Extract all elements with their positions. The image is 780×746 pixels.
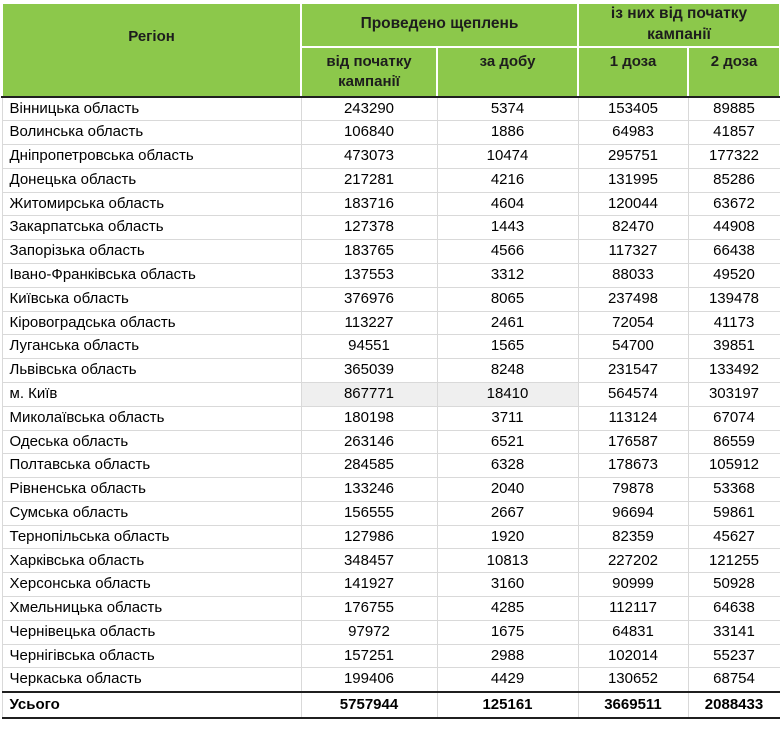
column-header-region: Регіон (2, 3, 301, 97)
region-name-cell: Житомирська область (2, 192, 301, 216)
per-day-cell: 8065 (437, 287, 578, 311)
since-campaign-start-cell: 106840 (301, 121, 437, 145)
since-campaign-start-cell: 365039 (301, 359, 437, 383)
region-name-cell: Хмельницька область (2, 597, 301, 621)
per-day-cell: 3312 (437, 263, 578, 287)
dose2-cell: 44908 (688, 216, 780, 240)
table-row (2, 382, 780, 406)
per-day-cell: 2667 (437, 501, 578, 525)
since-campaign-start-cell: 137553 (301, 263, 437, 287)
dose2-cell: 49520 (688, 263, 780, 287)
per-day-cell: 4429 (437, 668, 578, 692)
region-name-cell: Київська область (2, 287, 301, 311)
per-day-cell: 3160 (437, 573, 578, 597)
per-day-cell: 18410 (437, 382, 578, 406)
column-header-per-day: за добу (437, 47, 578, 97)
table-row (2, 287, 780, 311)
header-group-row (2, 3, 780, 47)
since-campaign-start-cell: 243290 (301, 97, 437, 121)
region-name-cell: Чернівецька область (2, 620, 301, 644)
dose2-cell: 39851 (688, 335, 780, 359)
since-campaign-start-cell: 133246 (301, 478, 437, 502)
table-row (2, 263, 780, 287)
since-campaign-start-cell: 376976 (301, 287, 437, 311)
region-name-cell: Кіровоградська область (2, 311, 301, 335)
since-campaign-start-cell: 141927 (301, 573, 437, 597)
region-name-cell: Черкаська область (2, 668, 301, 692)
per-day-cell: 4604 (437, 192, 578, 216)
since-campaign-start-cell: 217281 (301, 168, 437, 192)
dose1-cell: 131995 (578, 168, 688, 192)
total-dose1-cell: 3669511 (578, 692, 688, 718)
table-row (2, 359, 780, 383)
dose2-cell: 33141 (688, 620, 780, 644)
dose1-cell: 90999 (578, 573, 688, 597)
column-group-vaccinations-performed: Проведено щеплень (301, 3, 578, 47)
region-name-cell: Закарпатська область (2, 216, 301, 240)
table-row (2, 644, 780, 668)
region-name-cell: Луганська область (2, 335, 301, 359)
per-day-cell: 4216 (437, 168, 578, 192)
dose1-cell: 112117 (578, 597, 688, 621)
vaccination-table (1, 2, 780, 719)
table-row (2, 216, 780, 240)
per-day-cell: 5374 (437, 97, 578, 121)
dose2-cell: 63672 (688, 192, 780, 216)
table-row (2, 620, 780, 644)
per-day-cell: 10474 (437, 144, 578, 168)
since-campaign-start-cell: 97972 (301, 620, 437, 644)
since-campaign-start-cell: 180198 (301, 406, 437, 430)
dose2-cell: 55237 (688, 644, 780, 668)
since-campaign-start-cell: 199406 (301, 668, 437, 692)
dose2-cell: 85286 (688, 168, 780, 192)
region-name-cell: Львівська область (2, 359, 301, 383)
dose1-cell: 237498 (578, 287, 688, 311)
dose2-cell: 45627 (688, 525, 780, 549)
total-per-day-cell: 125161 (437, 692, 578, 718)
table-row (2, 192, 780, 216)
table-row (2, 573, 780, 597)
per-day-cell: 1565 (437, 335, 578, 359)
region-name-cell: Запорізька область (2, 240, 301, 264)
total-row-label: Усього (2, 692, 301, 718)
dose1-cell: 64983 (578, 121, 688, 145)
dose2-cell: 67074 (688, 406, 780, 430)
table-body (2, 97, 780, 692)
table-row (2, 597, 780, 621)
column-header-dose-1: 1 доза (578, 47, 688, 97)
region-name-cell: Херсонська область (2, 573, 301, 597)
region-name-cell: Миколаївська область (2, 406, 301, 430)
dose2-cell: 68754 (688, 668, 780, 692)
dose2-cell: 66438 (688, 240, 780, 264)
dose1-cell: 82470 (578, 216, 688, 240)
dose2-cell: 303197 (688, 382, 780, 406)
per-day-cell: 2461 (437, 311, 578, 335)
since-campaign-start-cell: 157251 (301, 644, 437, 668)
per-day-cell: 3711 (437, 406, 578, 430)
table-footer (2, 692, 780, 718)
region-name-cell: Чернігівська область (2, 644, 301, 668)
since-campaign-start-cell: 183765 (301, 240, 437, 264)
dose2-cell: 121255 (688, 549, 780, 573)
dose1-cell: 79878 (578, 478, 688, 502)
total-dose2-cell: 2088433 (688, 692, 780, 718)
column-header-since-campaign-start: від початку кампанії (301, 47, 437, 97)
table-row (2, 144, 780, 168)
dose2-cell: 133492 (688, 359, 780, 383)
dose1-cell: 295751 (578, 144, 688, 168)
table-row (2, 335, 780, 359)
dose2-cell: 139478 (688, 287, 780, 311)
region-name-cell: м. Київ (2, 382, 301, 406)
table-header (2, 3, 780, 97)
dose1-cell: 96694 (578, 501, 688, 525)
dose2-cell: 41173 (688, 311, 780, 335)
since-campaign-start-cell: 113227 (301, 311, 437, 335)
per-day-cell: 1443 (437, 216, 578, 240)
dose2-cell: 89885 (688, 97, 780, 121)
column-header-dose-2: 2 доза (688, 47, 780, 97)
region-name-cell: Волинська область (2, 121, 301, 145)
dose2-cell: 86559 (688, 430, 780, 454)
table-row (2, 525, 780, 549)
per-day-cell: 4566 (437, 240, 578, 264)
dose1-cell: 153405 (578, 97, 688, 121)
region-name-cell: Тернопільська область (2, 525, 301, 549)
dose1-cell: 130652 (578, 668, 688, 692)
table-row (2, 168, 780, 192)
per-day-cell: 1920 (437, 525, 578, 549)
region-name-cell: Івано-Франківська область (2, 263, 301, 287)
since-campaign-start-cell: 127378 (301, 216, 437, 240)
per-day-cell: 4285 (437, 597, 578, 621)
since-campaign-start-cell: 284585 (301, 454, 437, 478)
since-campaign-start-cell: 127986 (301, 525, 437, 549)
per-day-cell: 2040 (437, 478, 578, 502)
since-campaign-start-cell: 94551 (301, 335, 437, 359)
table-row (2, 121, 780, 145)
dose1-cell: 564574 (578, 382, 688, 406)
dose2-cell: 59861 (688, 501, 780, 525)
table-row (2, 478, 780, 502)
total-row (2, 692, 780, 718)
dose1-cell: 88033 (578, 263, 688, 287)
table-row (2, 97, 780, 121)
dose1-cell: 231547 (578, 359, 688, 383)
dose1-cell: 72054 (578, 311, 688, 335)
table-row (2, 454, 780, 478)
since-campaign-start-cell: 156555 (301, 501, 437, 525)
since-campaign-start-cell: 473073 (301, 144, 437, 168)
dose1-cell: 113124 (578, 406, 688, 430)
since-campaign-start-cell: 183716 (301, 192, 437, 216)
dose1-cell: 120044 (578, 192, 688, 216)
dose1-cell: 102014 (578, 644, 688, 668)
table-row (2, 430, 780, 454)
table-row (2, 311, 780, 335)
per-day-cell: 8248 (437, 359, 578, 383)
table-row (2, 668, 780, 692)
per-day-cell: 1886 (437, 121, 578, 145)
per-day-cell: 6328 (437, 454, 578, 478)
table-row (2, 549, 780, 573)
table-row (2, 406, 780, 430)
region-name-cell: Харківська область (2, 549, 301, 573)
since-campaign-start-cell: 348457 (301, 549, 437, 573)
dose2-cell: 53368 (688, 478, 780, 502)
since-campaign-start-cell: 867771 (301, 382, 437, 406)
per-day-cell: 10813 (437, 549, 578, 573)
region-name-cell: Вінницька область (2, 97, 301, 121)
region-name-cell: Рівненська область (2, 478, 301, 502)
per-day-cell: 2988 (437, 644, 578, 668)
since-campaign-start-cell: 263146 (301, 430, 437, 454)
dose1-cell: 178673 (578, 454, 688, 478)
table-row (2, 240, 780, 264)
dose1-cell: 82359 (578, 525, 688, 549)
region-name-cell: Сумська область (2, 501, 301, 525)
dose2-cell: 64638 (688, 597, 780, 621)
dose1-cell: 227202 (578, 549, 688, 573)
dose2-cell: 177322 (688, 144, 780, 168)
per-day-cell: 1675 (437, 620, 578, 644)
per-day-cell: 6521 (437, 430, 578, 454)
region-name-cell: Полтавська область (2, 454, 301, 478)
dose2-cell: 50928 (688, 573, 780, 597)
region-name-cell: Одеська область (2, 430, 301, 454)
total-since-campaign-start-cell: 5757944 (301, 692, 437, 718)
since-campaign-start-cell: 176755 (301, 597, 437, 621)
dose1-cell: 64831 (578, 620, 688, 644)
dose1-cell: 117327 (578, 240, 688, 264)
column-group-of-them-since-campaign-start: із них від початку кампанії (578, 3, 780, 47)
region-name-cell: Донецька область (2, 168, 301, 192)
dose1-cell: 54700 (578, 335, 688, 359)
dose2-cell: 41857 (688, 121, 780, 145)
dose2-cell: 105912 (688, 454, 780, 478)
table-row (2, 501, 780, 525)
region-name-cell: Дніпропетровська область (2, 144, 301, 168)
dose1-cell: 176587 (578, 430, 688, 454)
